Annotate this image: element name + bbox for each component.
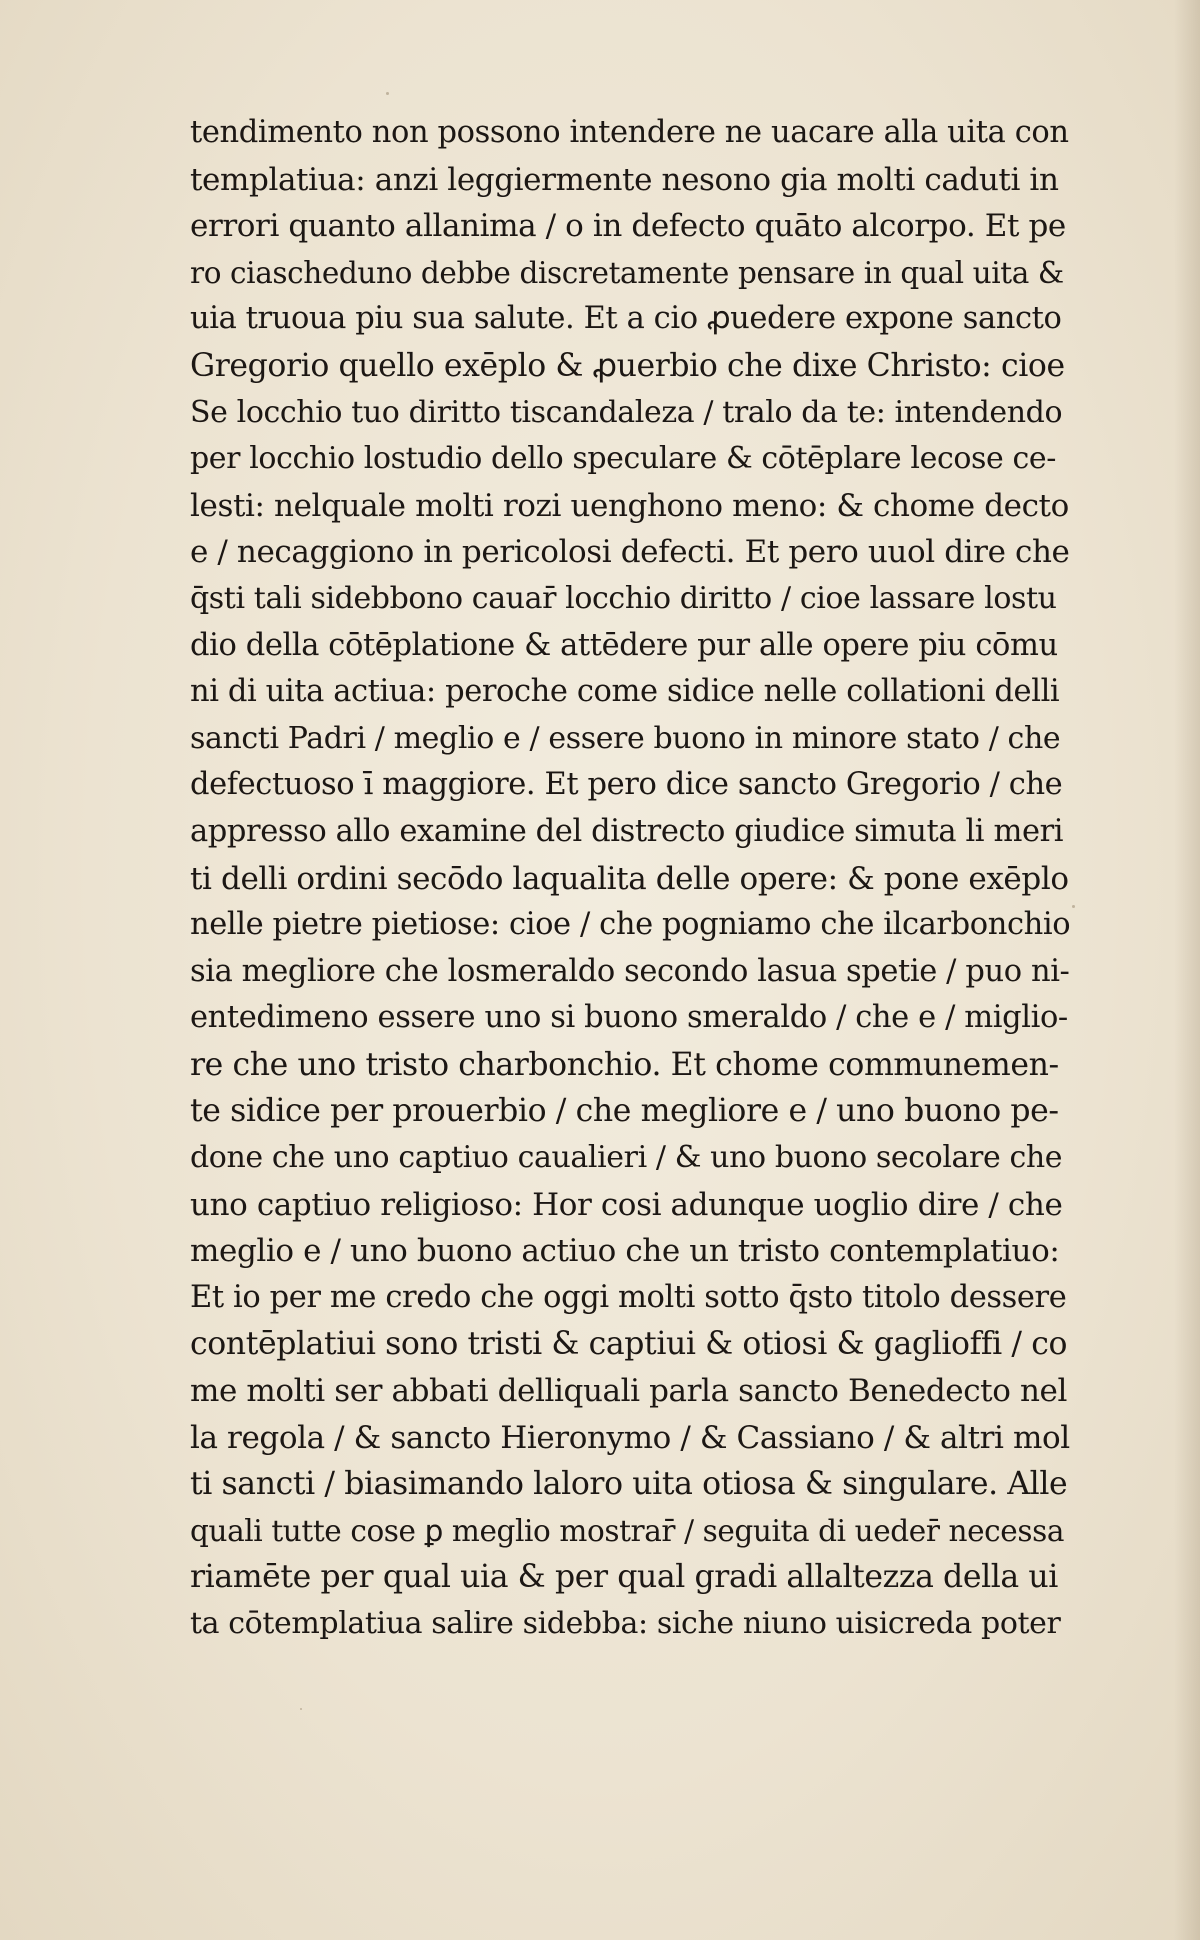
text-line: done che uno captiuo caualieri / & uno buono secolare che [190,1140,1063,1176]
text-line: contēplatiui sono tristi & captiui & otiosi & gaglioffi / co [190,1326,1068,1363]
text-line: ti sancti / biasimando laloro uita otiosa & singulare. Alle [190,1466,1068,1503]
page-edge-shadow [1174,0,1200,1940]
text-line: ni di uita actiua: peroche come sidice nelle collationi delli [190,674,1060,710]
text-line: tendimento non possono intendere ne uacare alla uita con [190,115,1069,150]
text-line: templatiua: anzi leggiermente nesono gia molti caduti in [190,161,1059,198]
text-line: ta cōtemplatiua salire sidebba: siche niuno uisicreda poter [190,1606,1061,1641]
text-line: meglio e / uno buono actiuo che un tristo contemplatiuo: [190,1233,1060,1270]
text-line: lesti: nelquale molti rozi uenghono meno: & chome decto [190,487,1069,524]
text-line: quali tutte cose ꝑ meglio mostrar̄ / seguita di ueder̄ necessa [190,1513,1065,1548]
text-line: me molti ser abbati delliquali parla sancto Benedecto nel [190,1373,1067,1410]
text-line: Se locchio tuo diritto tiscandaleza / tralo da te: intendendo [190,394,1063,430]
text-line: sia megliore che losmeraldo secondo lasua spetie / puo ni- [190,953,1070,989]
text-line: q̄sti tali sidebbono cauar̄ locchio diritto / cioe lassare lostu [190,580,1057,616]
text-line: uia truoua piu sua salute. Et a cio ꝓuedere expone sancto [190,301,1062,337]
text-line: riamēte per qual uia & per qual gradi allaltezza della ui [190,1559,1058,1596]
text-line: la regola / & sancto Hieronymo / & Cassiano / & altri mol [190,1419,1070,1456]
text-line: per locchio lostudio dello speculare & cōtēplare lecose ce- [190,441,1056,477]
text-line: nelle pietre pietiose: cioe / che pogniamo che ilcarbonchio [190,907,1070,943]
text-line: ti delli ordini secōdo laqualita delle opere: & pone exēplo [190,860,1069,897]
text-line: Et io per me credo che oggi molti sotto q̄sto titolo dessere [190,1279,1067,1315]
text-line: sancti Padri / meglio e / essere buono in minore stato / che [190,720,1061,756]
body-text [190,110,1070,1648]
paper-speck [386,92,389,95]
text-line: entedimeno essere uno si buono smeraldo / che e / miglio- [190,1000,1068,1036]
text-line: defectuoso ī maggiore. Et pero dice sancto Gregorio / che [190,767,1063,803]
text-line: e / necaggiono in pericolosi defecti. Et pero uuol dire che [190,534,1070,571]
text-line: dio della cōtēplatione & attēdere pur alle opere piu cōmu [190,627,1058,663]
text-line: te sidice per prouerbio / che megliore e / uno buono pe- [190,1093,1059,1130]
paper-speck [300,1708,302,1710]
text-line: uno captiuo religioso: Hor cosi adunque uoglio dire / che [190,1186,1063,1223]
text-line: errori quanto allanima / o in defecto quāto alcorpo. Et pe [190,208,1066,245]
text-line: appresso allo examine del distrecto giudice simuta li meri [190,813,1064,849]
text-line: re che uno tristo charbonchio. Et chome communemen- [190,1046,1059,1083]
text-line: Gregorio quello exēplo & ꝓuerbio che dixe Christo: cioe [190,347,1065,384]
paper-speck [1072,905,1075,908]
text-line: ro ciascheduno debbe discretamente pensare in qual uita & [190,255,1064,290]
